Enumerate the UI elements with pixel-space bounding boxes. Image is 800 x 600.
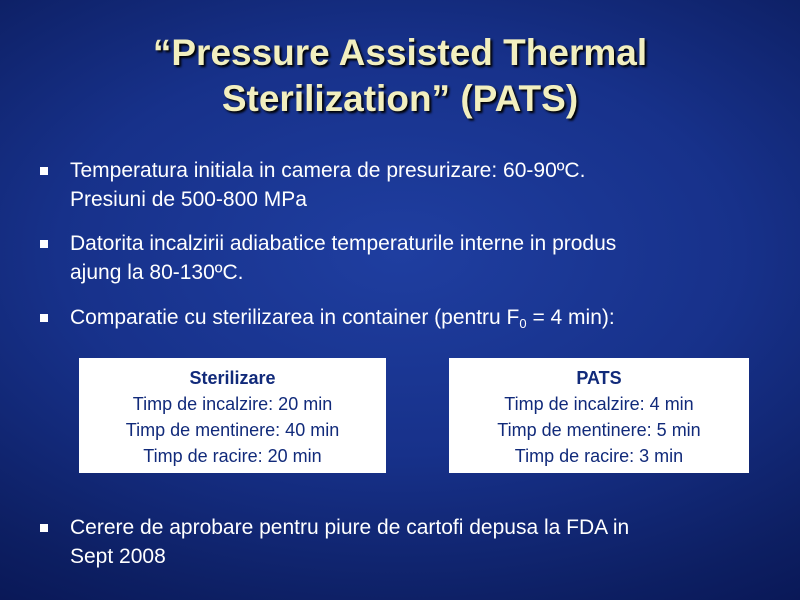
bullet-text — [70, 303, 740, 338]
box-line-cooling-time: Timp de racire: 3 min — [514, 446, 684, 466]
box-heading: PATS — [576, 368, 622, 388]
slide-title — [0, 30, 800, 122]
bullet-line-1: Temperatura initiala in camera de presurizare: 60-90ºC. — [70, 159, 586, 182]
slide-title-line-1: “Pressure Assisted Thermal — [152, 32, 648, 73]
bullet-text — [70, 156, 740, 214]
square-bullet-icon — [40, 524, 48, 532]
bullet-item-initial-temperature — [40, 156, 740, 214]
bullet-line-1: Datorita incalzirii adiabatice temperaturile interne in produs — [70, 232, 617, 255]
bullet-line-1: Cerere de aprobare pentru piure de cartofi depusa la FDA in — [70, 516, 630, 539]
slide-title-line-2: Sterilization” (PATS) — [221, 78, 579, 119]
bullet-text — [70, 229, 740, 287]
box-line-heating-time: Timp de incalzire: 20 min — [132, 394, 333, 414]
box-heading: Sterilizare — [189, 368, 276, 388]
box-line-heating-time: Timp de incalzire: 4 min — [504, 394, 694, 414]
bullet-item-comparison — [40, 303, 740, 338]
square-bullet-icon — [40, 314, 48, 322]
bullet-subscript: 0 — [519, 316, 527, 331]
bullet-item-adiabatic-heating — [40, 229, 740, 287]
pats-box — [449, 358, 749, 473]
box-line-holding-time: Timp de mentinere: 40 min — [125, 420, 340, 440]
bullet-text-after: = 4 min): — [526, 306, 615, 329]
bullet-item-fda-request — [40, 513, 740, 571]
square-bullet-icon — [40, 167, 48, 175]
bullet-line-2: ajung la 80-130ºC. — [70, 261, 244, 284]
box-line-cooling-time: Timp de racire: 20 min — [143, 446, 322, 466]
bullet-line-2: Presiuni de 500-800 MPa — [70, 188, 307, 211]
bullet-text-before: Comparatie cu sterilizarea in container (pentru F — [70, 306, 520, 329]
sterilizare-box — [79, 358, 386, 473]
bullet-line-2: Sept 2008 — [70, 545, 166, 568]
bullet-text — [70, 513, 740, 571]
square-bullet-icon — [40, 240, 48, 248]
box-line-holding-time: Timp de mentinere: 5 min — [497, 420, 701, 440]
